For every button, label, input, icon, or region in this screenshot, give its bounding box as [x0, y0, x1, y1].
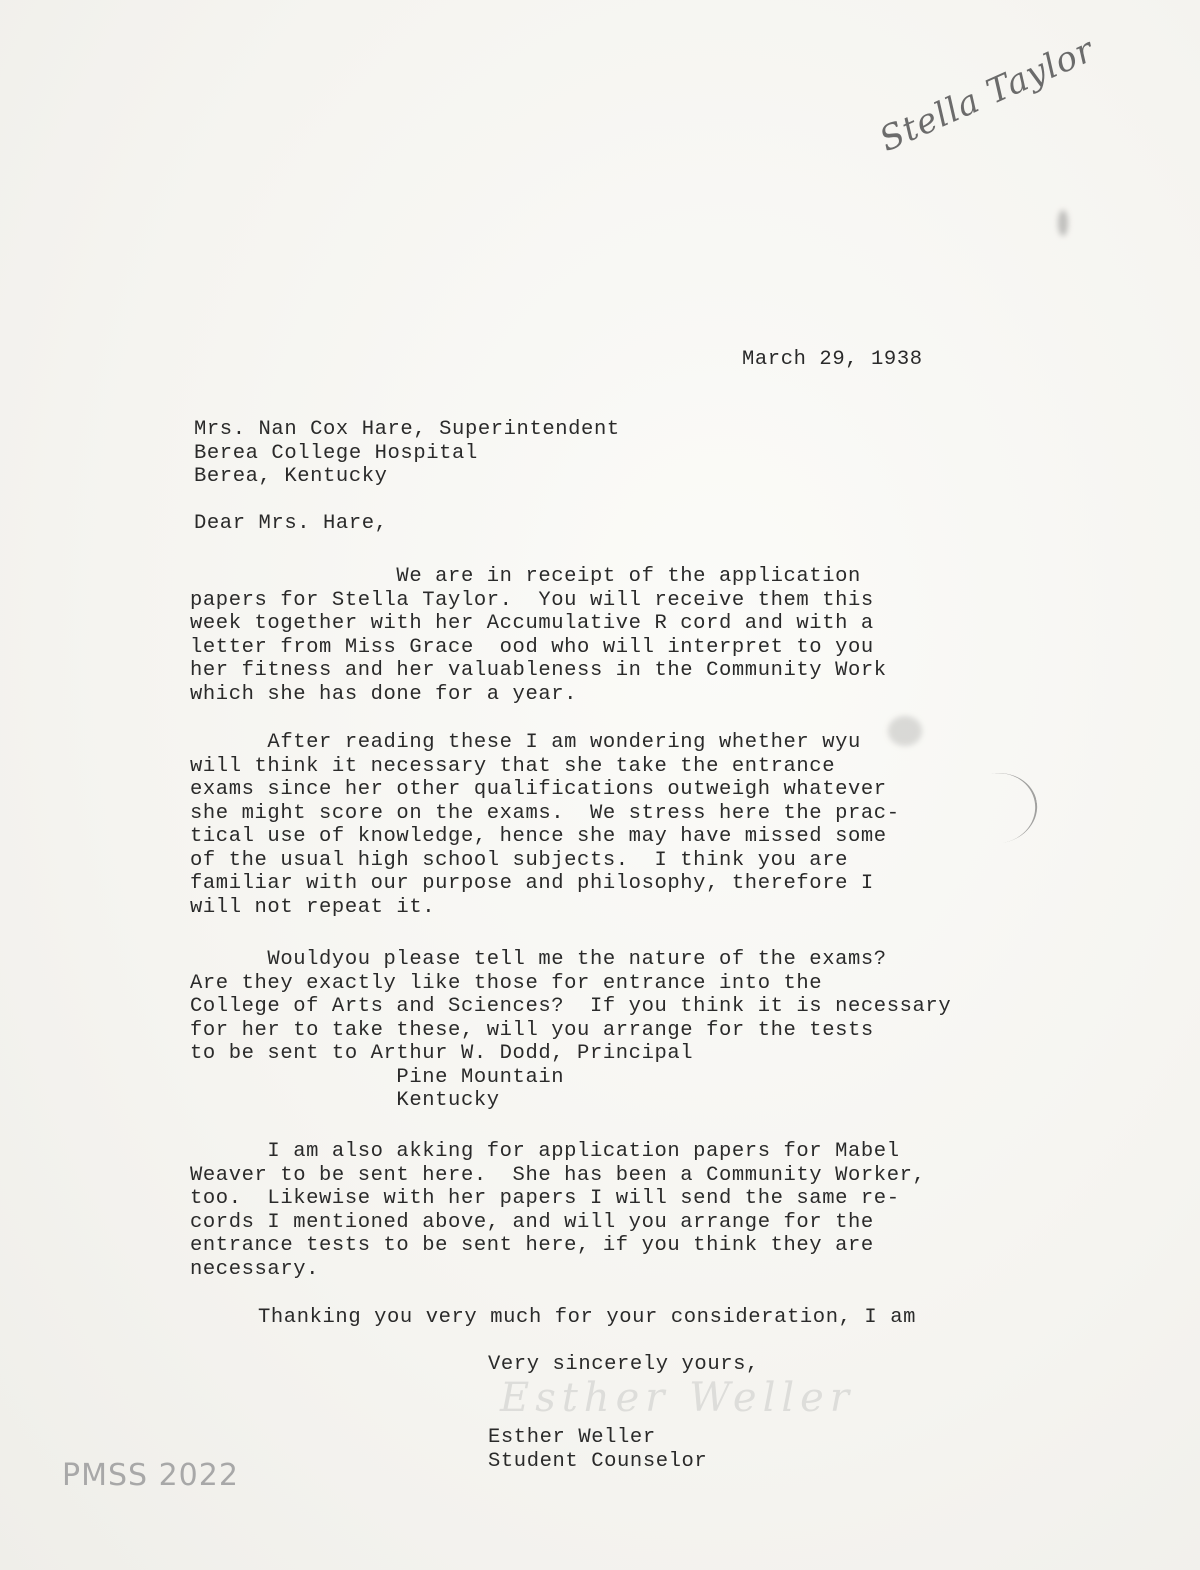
letter-date: March 29, 1938: [742, 348, 923, 371]
closing-line: Thanking you very much for your consideration, I am: [258, 1306, 917, 1329]
body-paragraph-4: I am also akking for application papers for Mabel Weaver to be sent here. She has been a Community Worker, too. Likewise with her papers I will send the same re- cords I mentioned above, and will you arrange for the entrance tests to be sent here, if you think they are necessary.: [190, 1140, 926, 1281]
valediction: Very sincerely yours,: [488, 1353, 759, 1376]
handwritten-signature: Esther Weller: [500, 1375, 855, 1421]
pencil-mark: [989, 767, 1043, 843]
archive-watermark: PMSS 2022: [62, 1458, 239, 1493]
signer-name: Esther Weller: [488, 1426, 656, 1449]
salutation: Dear Mrs. Hare,: [194, 512, 388, 535]
body-paragraph-3: Wouldyou please tell me the nature of the exams? Are they exactly like those for entrance into the College of Arts and Sciences? If you think it is necessary for her to take these, will you arrange for the tests to be sent to Arthur W. Dodd, Principal Pine Mountain Kentucky: [190, 948, 952, 1112]
address-line: Mrs. Nan Cox Hare, Superintendent: [194, 418, 620, 441]
body-paragraph-2: After reading these I am wondering whether wyu will think it necessary that she take the entrance exams since her other qualifications outweigh whatever she might score on the exams. We stress here the prac- tical use of knowledge, hence she may have missed some of the usual high school subjects. I think you are familiar with our purpose and philosophy, therefore I will not repeat it.: [190, 731, 900, 919]
handwritten-annotation: Stella Taylor: [873, 29, 1101, 160]
address-line: Berea College Hospital: [194, 441, 478, 465]
signer-title: Student Counselor: [488, 1449, 708, 1473]
signer-block: [488, 1426, 707, 1473]
address-line: Berea, Kentucky: [194, 465, 388, 488]
body-paragraph-1: We are in receipt of the application papers for Stella Taylor. You will receive them this week together with her Accumulative R cord and with a letter from Miss Grace ood who will interpret to you her fitness and her valuableness in the Community Work which she has done for a year.: [190, 565, 887, 706]
ink-smudge: [1058, 210, 1068, 236]
recipient-address: [194, 418, 620, 489]
